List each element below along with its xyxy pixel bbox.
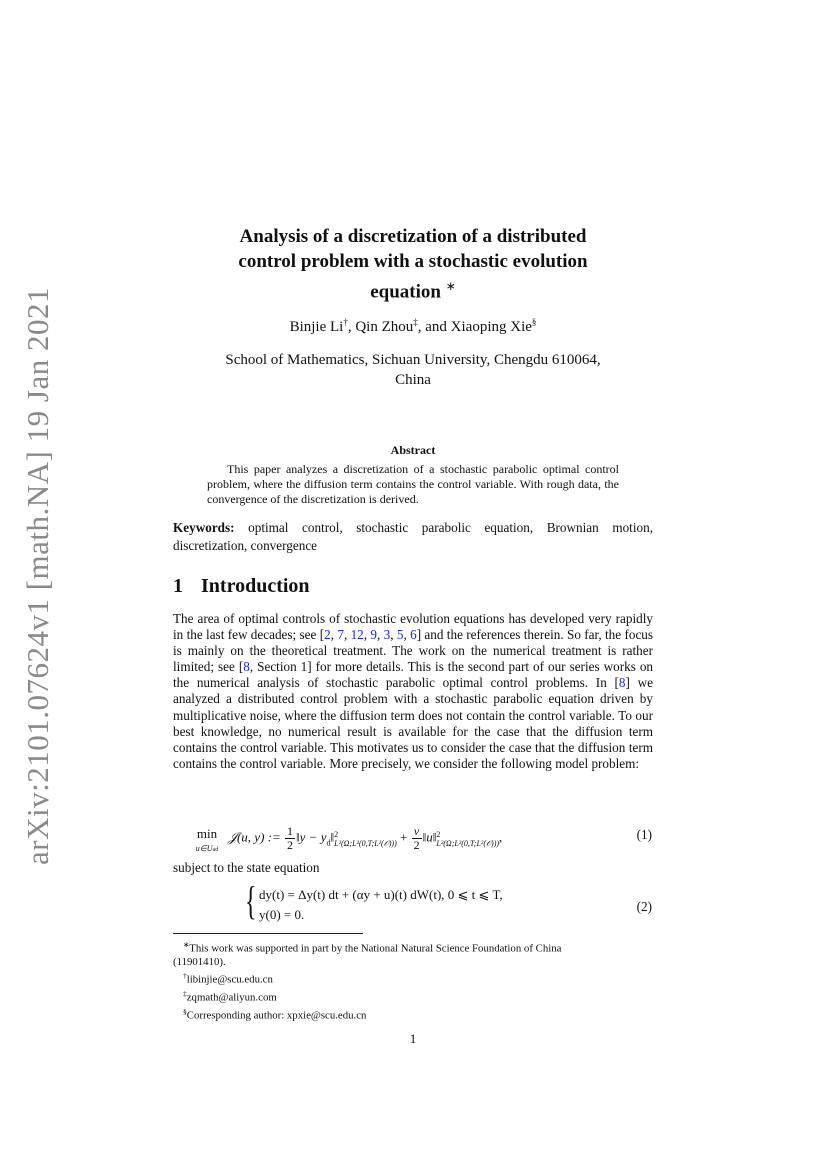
section-heading — [173, 575, 310, 598]
eq1-half: $\frac{1}{2}$ — [287, 824, 293, 852]
abstract-heading: Abstract — [390, 443, 436, 457]
equation-1 — [190, 820, 652, 860]
section-number: 1 — [173, 575, 183, 597]
equation-2 — [245, 878, 652, 927]
title-line-1: Analysis of a discretization of a distributed — [239, 226, 587, 247]
keywords-label: Keywords: — [173, 520, 235, 535]
author-sep-1: , — [347, 319, 356, 335]
state-equation-intro: subject to the state equation — [173, 860, 320, 875]
eq1-term2: ‖u‖ — [422, 829, 437, 845]
eq1-body — [228, 825, 502, 852]
intro-text-3: , Section 1] for more details. This is the second part of our series works on the numerical analysis of stochastic parabolic optimal control problems. In [ — [173, 659, 654, 691]
author-3-mark: § — [531, 317, 537, 327]
page-number: 1 — [409, 1031, 417, 1046]
author-3: Xiaoping Xie — [450, 319, 532, 335]
abstract-text: This paper analyzes a discretization of a stochastic parabolic optimal control problem, where the diffusion term contains the control variable. With rough data, the convergence of the discretization is derived. — [207, 462, 619, 506]
left-brace: { — [245, 878, 257, 923]
citation-link[interactable]: 7 — [337, 627, 344, 643]
eq1-lhs: 𝒥(u, y) := — [228, 829, 284, 845]
footnote-corresponding: §Corresponding author: xpxie@scu.edu.cn — [183, 1007, 367, 1022]
eq1-norm2: 2 L²(Ω;L²(0,T;L²(𝒪))) — [436, 829, 500, 848]
footnote-email-li: †libinjie@scu.edu.cn — [183, 971, 273, 986]
footnotes — [173, 938, 653, 1023]
eq1-min-sub: u∈Uad — [195, 844, 219, 853]
section-title: Introduction — [201, 575, 310, 597]
title-line-2: control problem with a stochastic evolution — [238, 251, 588, 272]
eq2-row-2: y(0) = 0. — [259, 907, 305, 922]
equation-number-1: (1) — [636, 827, 652, 842]
citation-link[interactable]: 3 — [383, 627, 391, 643]
affiliation-line-2: China — [395, 372, 431, 388]
keywords-text: optimal control, stochastic parabolic equation, Brownian motion, discretization, convergence — [173, 520, 653, 553]
author-list — [150, 317, 676, 336]
citation-link[interactable]: 8 — [243, 659, 250, 675]
footnote-funding-cont: (11901410). — [173, 956, 226, 968]
eq1-term1: ‖y − y — [296, 829, 327, 845]
intro-text-2: ] and the references therein. So far, the focus is mainly on the theoretical treatment. The work on the numerical treatment is rather limited; see [ — [173, 627, 654, 675]
author-1-mark: † — [343, 317, 348, 327]
footnote-rule — [173, 933, 363, 934]
title-line-3: equation ∗ — [370, 279, 456, 303]
eq1-nu: $\frac{\nu}{2}$ — [413, 824, 420, 852]
eq1-tail: , — [499, 829, 503, 845]
citation-link[interactable]: 9 — [370, 627, 377, 643]
citation-link[interactable]: 6 — [410, 627, 417, 643]
eq1-term1-end: ‖ — [330, 829, 335, 845]
eq1-min-op: min — [196, 826, 218, 841]
eq1-term1-sub: d — [326, 838, 331, 848]
citation-link[interactable]: 8 — [618, 675, 626, 691]
keywords — [173, 519, 653, 555]
eq2-row-1: dy(t) = Δy(t) dt + (αy + u)(t) dW(t), 0 ⩽ t ⩽ T, — [259, 887, 503, 902]
citation-link[interactable]: 5 — [396, 627, 404, 643]
equation-number-2: (2) — [636, 899, 652, 914]
intro-text-4: ] we analyzed a distributed control problem with a stochastic parabolic equation driven by multiplicative noise, where the diffusion term does not contain the control variable. To our best knowledge, no numerical result is available for the case that the diffusion term contains the control variable. This motivates us to consider the case that the diffusion term contains the control variable. More precisely, we consider the following model problem: — [173, 675, 653, 771]
citation-link[interactable]: 12 — [350, 627, 364, 643]
arxiv-watermark: arXiv:2101.07624v1 [math.NA] 19 Jan 2021 — [20, 287, 55, 865]
title-footnote-mark: ∗ — [445, 279, 456, 293]
eq1-plus: + — [396, 829, 411, 845]
affiliation — [170, 350, 656, 390]
citation-link[interactable]: 2 — [324, 627, 331, 643]
footnote-email-zhou: ‡zqmath@aliyun.com — [183, 989, 277, 1004]
eq1-norm1: 2 L²(Ω;L²(0,T;L²(𝒪))) — [334, 829, 397, 848]
footnote-funding: ∗This work was supported in part by the National Natural Science Foundation of China — [183, 940, 562, 955]
eq1-min — [190, 826, 224, 858]
author-1: Binjie Li — [289, 319, 344, 335]
affiliation-line-1: School of Mathematics, Sichuan University, Chengdu 610064, — [225, 352, 601, 368]
author-2-mark: ‡ — [413, 317, 418, 327]
author-2: Qin Zhou — [355, 319, 414, 335]
intro-text-1: The area of optimal controls of stochastic evolution equations has developed very rapidly in the last few decades; see [ — [173, 611, 653, 643]
paper-title — [150, 224, 676, 304]
intro-paragraph: The area of optimal controls of stochastic evolution equations has developed very rapidly in the last few decades; see [2, 7, 12, 9, 3, 5, 6] and the references therein. So far, the focus is mainly on the theoretical treatment. The work on the numerical treatment is rather limited; see [8, Section 1] for more details. This is the second part of our series works on the numerical analysis of stochastic parabolic optimal control problems. In [8] we analyzed a distributed control problem with a stochastic parabolic equation driven by multiplicative noise, where the diffusion term does not contain the control variable. To our best knowledge, no numerical result is available for the case that the diffusion term contains the control variable. This motivates us to consider the case that the diffusion term contains the control variable. More precisely, we consider the following model problem: — [173, 611, 654, 771]
author-sep-2: , and — [417, 319, 451, 335]
